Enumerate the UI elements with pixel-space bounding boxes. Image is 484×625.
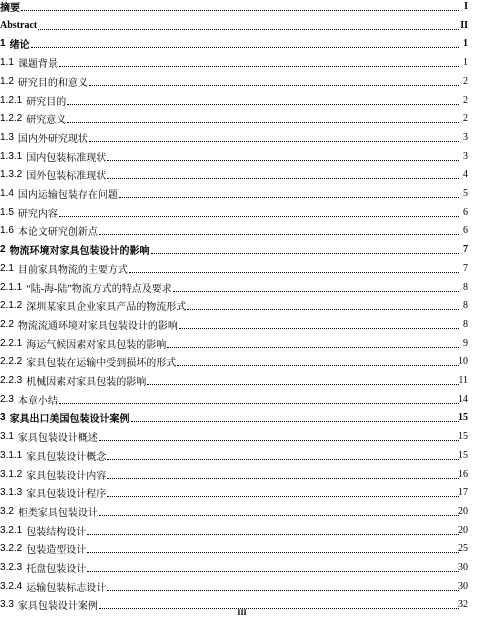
toc-entry[interactable] [0,128,484,147]
toc-entry[interactable] [0,53,484,72]
toc-entry-title: 研究目的和意义 [17,77,88,89]
toc-entry-text [0,296,460,315]
toc-entry[interactable] [0,296,484,315]
toc-entry[interactable] [0,465,484,484]
toc-page-number: 11 [458,375,468,386]
toc-entry-number: 3.2.3 [0,562,23,573]
toc-entry-number: 1.3.2 [0,169,23,181]
toc-entry[interactable] [0,334,484,353]
toc-entry[interactable] [0,184,484,203]
toc-page-number: 7 [463,262,468,274]
toc-page-number: 3 [463,131,468,143]
toc-entry-number: 2.2.3 [0,375,23,386]
toc-page-number: 2 [463,94,468,106]
toc-page-number: 30 [458,562,468,573]
toc-page-number: 2 [463,113,468,125]
toc-entry[interactable] [0,203,484,222]
toc-page-number: 9 [463,337,468,349]
toc-entry-text [0,53,460,72]
toc-dot-leader [67,104,459,105]
toc-entry-title: 家具包装设计案例 [17,601,98,613]
toc-dot-leader [67,122,459,123]
toc-entry-text [0,147,460,166]
toc-entry-title: 家具包装设计内容 [26,470,107,482]
toc-entry-text [0,558,460,577]
toc-page-number: 7 [463,244,468,256]
toc-page-number: 20 [458,505,468,517]
toc-entry[interactable] [0,147,484,166]
toc-entry-number: 3.2 [0,505,14,517]
toc-entry-number: 3.1.2 [0,468,23,480]
toc-dot-leader [99,515,459,516]
toc-entry-number: 1.6 [0,225,14,237]
toc-entry-number: 2.2.1 [0,337,23,349]
toc-dot-leader [173,291,459,292]
toc-dot-leader [107,459,459,460]
toc-page-number: 14 [458,393,468,405]
toc-entry-title: 目前家具物流的主要方式 [17,264,128,276]
toc-entry-number: 2 [0,244,6,256]
toc-entry[interactable] [0,221,484,240]
toc-entry-text [0,72,460,91]
toc-entry-text [0,427,460,446]
toc-dot-leader [87,552,459,553]
toc-dot-leader [107,496,459,497]
toc-dot-leader [187,309,459,310]
toc-dot-leader [21,10,459,11]
toc-entry-title: 研究内容 [17,208,58,220]
toc-page-number: 6 [463,206,468,218]
toc-entry[interactable] [0,165,484,184]
toc-entry-title: 国内包装标准现状 [26,152,107,164]
toc-entry-number: 3 [0,412,6,424]
toc-entry-number: 1.2 [0,75,14,87]
toc-page-number: 17 [458,487,468,499]
toc-entry-text [0,165,460,184]
toc-entry-text [0,221,460,240]
toc-entry[interactable] [0,352,484,371]
toc-entry-number: 1.5 [0,206,14,218]
toc-dot-leader [87,571,459,572]
toc-entry-title: Abstract [0,19,38,31]
toc-entry-text [0,203,460,222]
toc-entry-title: 本章小结 [17,395,58,407]
toc-entry-title: 包装结构设计 [26,526,87,538]
toc-dot-leader [38,29,459,30]
toc-entry[interactable] [0,483,484,502]
toc-entry[interactable] [0,109,484,128]
toc-entry-number: 1.3 [0,131,14,143]
toc-entry-number: 3.1 [0,431,14,443]
toc-entry[interactable] [0,0,484,16]
toc-page-number: 1 [463,57,468,69]
toc-entry-text [0,465,460,484]
toc-entry-text [0,371,460,390]
toc-entry-number: 2.2.2 [0,356,23,368]
toc-dot-leader [107,478,459,479]
toc-entry-number: 3.2.1 [0,524,23,536]
toc-entry-number: 1.2.1 [0,94,23,106]
toc-entry-title: 运输包装标志设计 [26,582,107,594]
toc-dot-leader [167,347,459,348]
toc-entry[interactable] [0,259,484,278]
toc-entry-number: 3.2.2 [0,543,23,555]
toc-dot-leader [107,178,459,179]
toc-entry-text [0,315,460,334]
toc-entry-title: 家具包装设计概念 [26,451,107,463]
toc-entry[interactable] [0,577,484,596]
toc-dot-leader [107,590,459,591]
toc-entry-title: 研究意义 [26,115,67,127]
toc-dot-leader [87,534,459,535]
toc-entry-text [0,16,460,35]
toc-page-number: 15 [458,431,468,443]
toc-dot-leader [131,421,459,422]
toc-page-number: 4 [463,169,468,181]
toc-dot-leader [31,47,459,48]
toc-dot-leader [99,440,459,441]
toc-entry-title: 家具出口美国包装设计案例 [9,414,130,426]
toc-page-number: 3 [463,150,468,162]
toc-entry-number: 2.1.2 [0,300,23,312]
toc-entry-title: 国外包装标准现状 [26,171,107,183]
toc-entry-title: 深圳某家具企业家具产品的物流形式 [26,302,187,314]
toc-entry-number: 1.3.1 [0,150,23,162]
toc-entry-title: 物流环境对家具包装设计的影响 [9,246,150,258]
toc-entry-number: 2.2 [0,318,14,330]
toc-entry-number: 2.1 [0,262,14,274]
toc-entry-title: 家具包装设计程序 [26,489,107,501]
toc-page-number: 15 [458,449,468,461]
toc-entry-title: 海运气候因素对家具包装的影响 [26,339,167,351]
toc-entry-text [0,184,460,203]
toc-entry[interactable] [0,539,484,558]
page-number-footer: III [237,608,247,617]
toc-page-number: I [464,1,468,12]
toc-entry-text [0,334,460,353]
toc-dot-leader [179,328,459,329]
toc-entry-text [0,259,460,278]
toc-entry-text [0,446,460,465]
toc-entry-text [0,502,460,521]
toc-entry-title: “陆-海-陆”物流方式的特点及要求 [26,283,172,295]
toc-dot-leader [59,216,459,217]
toc-entry-text [0,128,460,147]
toc-entry-number: 1.2.2 [0,113,23,125]
toc-page-number: 5 [463,188,468,199]
toc-entry-text [0,390,460,409]
toc-entry[interactable] [0,16,484,35]
toc-page-number: 16 [458,468,468,480]
toc-entry[interactable] [0,427,484,446]
toc-entry-text [0,91,460,110]
toc-dot-leader [107,160,459,161]
toc-entry-text [0,483,460,502]
toc-entry-number: 2.1.1 [0,281,23,293]
toc-page-number: II [460,19,468,31]
toc-entry-text [0,0,460,16]
toc-entry-title: 绪论 [9,40,30,52]
toc-entry[interactable] [0,408,484,427]
toc-entry-title: 国内运输包装存在问题 [17,190,118,201]
toc-page-number: 30 [458,580,468,592]
toc-page-number: 20 [458,524,468,536]
toc-entry-text [0,34,460,53]
toc-entry-title: 家具包装设计概述 [17,433,98,445]
toc-entry[interactable] [0,558,484,577]
toc-entry-number: 2.3 [0,393,14,405]
toc-page-number: 10 [458,356,468,368]
toc-entry-title: 本论文研究创新点 [17,227,98,239]
toc-entry-number: 1.4 [0,188,14,199]
toc-entry[interactable] [0,278,484,297]
toc-entry-text [0,109,460,128]
toc-entry-text [0,408,460,427]
toc-entry-number: 3.1.3 [0,487,23,499]
toc-entry-text [0,521,460,540]
toc-entry[interactable] [0,72,484,91]
toc-entry-title: 国内外研究现状 [17,133,88,145]
toc-entry-title: 物流流通环境对家具包装设计的影响 [17,320,178,332]
toc-dot-leader [89,141,459,142]
toc-entry-title: 摘要 [0,3,20,14]
toc-page-number: 32 [458,599,468,611]
toc-dot-leader [147,384,459,385]
toc-entry-title: 托盘包装设计 [26,564,87,575]
toc-page-number: 2 [463,75,468,87]
toc-entry-title: 课题背景 [17,59,58,71]
toc-entry-text [0,352,460,371]
toc-entry-text [0,240,460,259]
toc-entry[interactable] [0,390,484,409]
toc-entry[interactable] [0,446,484,465]
toc-entry-title: 机械因素对家具包装的影响 [26,377,147,388]
toc-entry-text [0,577,460,596]
toc-entry[interactable] [0,34,484,53]
toc-page-number: 8 [463,318,468,330]
toc-page-number: 1 [463,38,468,50]
toc-entry-title: 包装造型设计 [26,545,87,557]
toc-dot-leader [99,234,459,235]
toc-page-number: 8 [463,300,468,312]
toc-entry-number: 3.2.4 [0,580,23,592]
toc-entry[interactable] [0,240,484,259]
toc-dot-leader [151,253,459,254]
toc-entry-title: 柜类家具包装设计 [17,507,98,519]
toc-entry-title: 研究目的 [26,96,67,108]
toc-entry-title: 家具包装在运输中受到损坏的形式 [26,358,177,370]
toc-entry[interactable] [0,91,484,110]
toc-page-number: 25 [458,543,468,555]
toc-entry-number: 1 [0,38,6,50]
toc-entry-number: 1.1 [0,57,14,69]
toc-dot-leader [59,403,459,404]
toc-dot-leader [89,85,459,86]
toc-entry[interactable] [0,502,484,521]
toc-entry-number: 3.3 [0,599,14,611]
toc-dot-leader [129,272,459,273]
toc-dot-leader [59,66,459,67]
toc-entry-text [0,539,460,558]
toc-entry[interactable] [0,315,484,334]
toc-page-number: 6 [463,225,468,237]
toc-entry[interactable] [0,371,484,390]
toc-entry-text [0,278,460,297]
toc-dot-leader [119,197,459,198]
toc-page-number: 8 [463,281,468,293]
toc-dot-leader [177,365,459,366]
toc-entry-number: 3.1.1 [0,449,23,461]
toc-page-number: 15 [458,412,468,424]
toc-entry[interactable] [0,521,484,540]
